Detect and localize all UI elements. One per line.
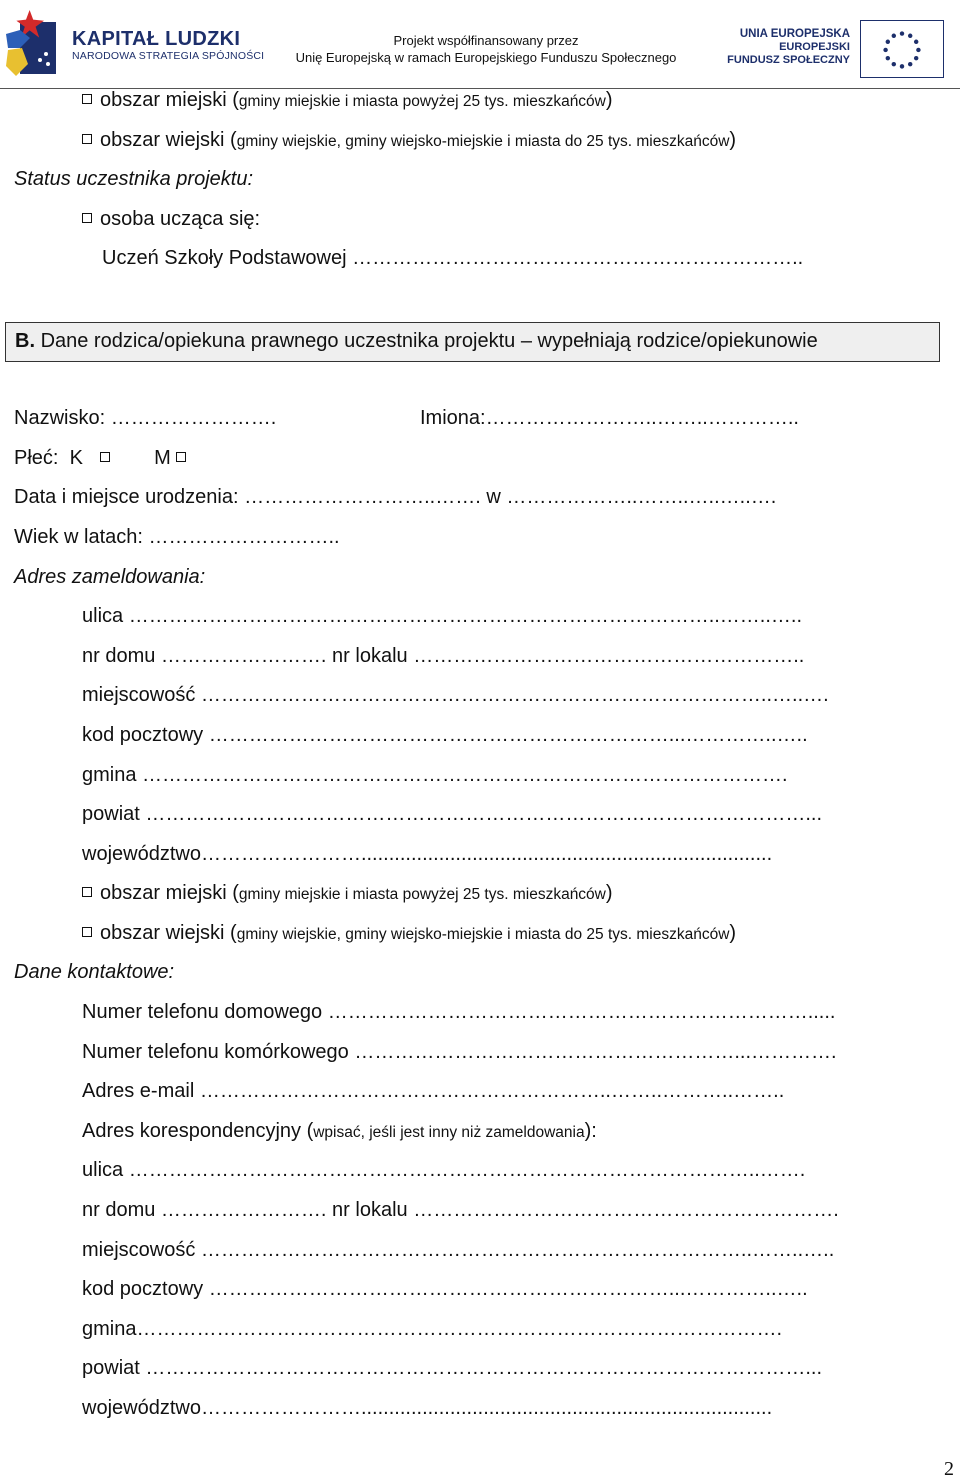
corr-house-flat-number-field[interactable]: nr domu ……………………. nr lokalu ………………………………………………………. xyxy=(82,1199,839,1221)
postal-code-field[interactable]: kod pocztowy ……………………………………………………………...…………..….. xyxy=(82,724,808,746)
rural-area-label-2: obszar wiejski ( xyxy=(100,922,237,944)
contact-data-label: Dane kontaktowe: xyxy=(14,961,175,983)
project-line-2: Unię Europejską w ramach Europejskiego Funduszu Społecznego xyxy=(295,50,677,65)
corr-county-field[interactable]: powiat ………………………………………………………………………………………... xyxy=(82,1357,823,1379)
urban-area-checkbox-2[interactable] xyxy=(82,887,92,897)
corr-voivodeship-field[interactable]: województwo…………………….......................................................................... xyxy=(82,1397,773,1419)
page-header xyxy=(0,0,960,86)
page-number: 2 xyxy=(944,1458,954,1480)
corr-postal-code-field[interactable]: kod pocztowy ……………………………………………………………...…………..….. xyxy=(82,1278,808,1300)
home-phone-field[interactable]: Numer telefonu domowego ………………………………………………………………..... xyxy=(82,1001,836,1023)
urban-area-label-2: obszar miejski ( xyxy=(100,882,239,904)
sex-row xyxy=(14,446,186,470)
sex-m-label: M xyxy=(154,447,171,469)
learner-label: osoba ucząca się: xyxy=(100,208,261,230)
primary-school-student-field[interactable]: Uczeń Szkoły Podstawowej ………………………………………………………….. xyxy=(102,247,804,269)
eu-line-3: FUNDUSZ SPOŁECZNY xyxy=(727,54,850,66)
municipality-field[interactable]: gmina ……………………………………………………………………………………. xyxy=(82,764,788,786)
urban-area-detail: gminy miejskie i miasta powyżej 25 tys. mieszkańców xyxy=(238,93,606,110)
voivodeship-field[interactable]: województwo…………………….......................................................................... xyxy=(82,843,773,865)
section-b-text: Dane rodzica/opiekuna prawnego uczestnika projektu – wypełniają rodzice/opiekunowie xyxy=(40,330,818,352)
sex-k-checkbox[interactable] xyxy=(100,452,110,462)
street-field[interactable]: ulica ……………………………………………………………………………..……..….. xyxy=(82,605,803,627)
option-rural-area xyxy=(82,128,736,154)
eu-label xyxy=(706,28,850,67)
rural-area-checkbox-2[interactable] xyxy=(82,927,92,937)
corr-street-field[interactable]: ulica …………………………………………………………………………………..……. xyxy=(82,1159,806,1181)
section-b-title xyxy=(15,329,818,353)
option-rural-area-2 xyxy=(82,921,736,947)
county-field[interactable]: powiat ………………………………………………………………………………………... xyxy=(82,803,823,825)
correspondence-label-detail: wpisać, jeśli jest inny niż zameldowania xyxy=(313,1124,585,1141)
section-b-prefix: B. xyxy=(15,330,35,352)
house-flat-number-field[interactable]: nr domu ……………………. nr lokalu ………………………………………………….. xyxy=(82,645,805,667)
urban-area-detail-2: gminy miejskie i miasta powyżej 25 tys. mieszkańców xyxy=(238,886,606,903)
eu-line-1: UNIA EUROPEJSKA xyxy=(739,28,850,40)
urban-area-label: obszar miejski ( xyxy=(100,89,239,111)
city-field[interactable]: miejscowość …………………………………………………………………………..…..…. xyxy=(82,684,829,706)
registered-address-label: Adres zameldowania: xyxy=(14,566,206,588)
eu-line-2: EUROPEJSKI xyxy=(779,41,850,53)
rural-area-checkbox[interactable] xyxy=(82,134,92,144)
sex-m-checkbox[interactable] xyxy=(176,452,186,462)
sex-label: Płeć: xyxy=(14,447,59,469)
email-field[interactable]: Adres e-mail ……………………………………………………..……..………..…….. xyxy=(82,1080,785,1102)
option-urban-area xyxy=(82,88,613,114)
eu-flag-icon xyxy=(860,20,944,78)
learner-checkbox[interactable] xyxy=(82,213,92,223)
correspondence-label-main: Adres korespondencyjny ( xyxy=(82,1120,314,1142)
logo-subtitle: NARODOWA STRATEGIA SPÓJNOŚCI xyxy=(72,50,265,62)
birth-date-place-field[interactable]: Data i miejsce urodzenia: ………………………..……. w ………………..……..…..…..…. xyxy=(14,486,777,508)
option-urban-area-2 xyxy=(82,881,613,907)
mobile-phone-field[interactable]: Numer telefonu komórkowego …………………………………………………...…………. xyxy=(82,1041,837,1063)
section-b-header xyxy=(5,322,940,362)
sex-k-label: K xyxy=(69,447,83,469)
rural-area-close: ) xyxy=(729,129,737,151)
rural-area-label: obszar wiejski ( xyxy=(100,129,237,151)
rural-area-close-2: ) xyxy=(729,922,737,944)
participant-status-label: Status uczestnika projektu: xyxy=(14,168,254,190)
urban-area-close: ) xyxy=(605,89,613,111)
corr-city-field[interactable]: miejscowość ………………………………………………………………………..……..….. xyxy=(82,1239,835,1261)
option-learner xyxy=(82,207,260,231)
urban-area-close-2: ) xyxy=(605,882,613,904)
rural-area-detail: gminy wiejskie, gminy wiejsko-miejskie i miasta do 25 tys. mieszkańców xyxy=(236,133,730,150)
age-field[interactable]: Wiek w latach: ……………………….. xyxy=(14,526,340,548)
corr-municipality-field[interactable]: gmina……………………………………………………………………………………. xyxy=(82,1318,783,1340)
rural-area-detail-2: gminy wiejskie, gminy wiejsko-miejskie i miasta do 25 tys. mieszkańców xyxy=(236,926,730,943)
logo-title: KAPITAŁ LUDZKI xyxy=(72,28,241,50)
project-funding-note xyxy=(278,32,694,66)
kapital-ludzki-logo-icon xyxy=(6,4,56,78)
surname-field[interactable]: Nazwisko: ……………………. xyxy=(14,407,277,429)
project-line-1: Projekt współfinansowany przez xyxy=(393,33,579,48)
correspondence-label-close: ): xyxy=(584,1120,597,1142)
correspondence-address-label xyxy=(82,1119,597,1145)
first-names-field[interactable]: Imiona:……………………..……..………….. xyxy=(420,407,799,429)
urban-area-checkbox[interactable] xyxy=(82,94,92,104)
